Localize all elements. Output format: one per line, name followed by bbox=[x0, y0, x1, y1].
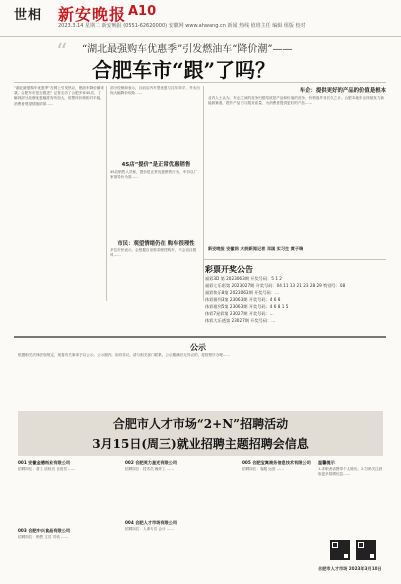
company-detail: 招聘岗位：人事专员 会计 …… bbox=[125, 527, 175, 531]
quote-mark-icon: “ bbox=[56, 40, 68, 65]
notice-heading: 温馨提示 bbox=[318, 460, 335, 465]
divider bbox=[203, 259, 386, 260]
announcement-title: 公示 bbox=[190, 343, 206, 352]
article-body-col1: “湖北最强购车优惠季”在网上引发热议，燃油车降价潮来袭。合肥车市是否跟进？记者走访了合肥多家4S店，了解到部分品牌优惠幅度有所加大，但整体价格相对平稳，消费者观望情绪浓厚…… bbox=[14, 86, 104, 106]
page-number: A10 bbox=[128, 4, 157, 19]
lottery-line: 体彩大乐透第 23027期 开奖号码：... bbox=[205, 318, 276, 323]
lottery-line: 福彩七乐彩第 2023027期 开奖号码：04 11 13 21 23 28 29 特别号：08 bbox=[205, 283, 346, 288]
company-heading: 001 安徽金德纸业有限公司 bbox=[18, 460, 71, 465]
company-heading: 004 合肥人才市场有限公司 bbox=[125, 520, 178, 525]
lottery-line: 福彩3D 第 2023063期 开奖号码：5 1 2 bbox=[205, 276, 282, 281]
company-heading: 002 合肥英力星光有限公司 bbox=[125, 460, 178, 465]
article-body-col2b: 4S店销售人员称，提价是正常优惠销售行为，车价以厂家指导价为准…… bbox=[110, 170, 198, 180]
company-heading: 003 合肥中兴食品有限公司 bbox=[18, 528, 71, 533]
qr-code-icon bbox=[356, 540, 376, 560]
lottery-line: 体彩7星彩第 23027期 开奖号码：... bbox=[205, 311, 274, 316]
article-subhead: 市民：观望情绪仍在 购车很理性 bbox=[117, 241, 195, 247]
article-byline: 新安晚报 安徽网 大皖新闻记者 邓国 实习生 黄子瑞 bbox=[208, 246, 304, 251]
article-kicker: “湖北最强购车优惠季”引发燃油车“降价潮”—— bbox=[82, 44, 293, 55]
divider bbox=[14, 336, 386, 338]
column-divider bbox=[106, 86, 107, 301]
announcement-body: 根据相关法律法规规定，现将有关事项予以公示。公示期内，如有异议，请与相关部门联系。公示期满后无异议的，将按程序办理…… bbox=[18, 353, 231, 357]
lottery-line: 体彩排列5第 23063期 开奖号码：4 6 8 1 5 bbox=[205, 304, 289, 309]
divider bbox=[14, 82, 386, 83]
lottery-line: 福彩快乐8第 2023063期 开奖号码：... bbox=[205, 290, 280, 295]
company-detail: 招聘岗位：客服 运营 …… bbox=[242, 467, 284, 471]
recruitment-banner bbox=[18, 411, 383, 456]
company-detail: 招聘岗位：销售 文员 司机 …… bbox=[18, 535, 69, 539]
article-subhead: 4S店“提价”是正常优惠销售 bbox=[121, 162, 191, 168]
newspaper-logo: 新安晚报 bbox=[58, 5, 127, 24]
article-body-col2: 部分经销商表示，目前店内车型优惠与往年持平，并未出现大幅降价现象…… bbox=[110, 86, 200, 96]
company-detail: 招聘岗位：技术员 操作工 …… bbox=[125, 467, 175, 471]
recruitment-title: 合肥市人才市场“2+N”招聘活动 bbox=[112, 417, 289, 431]
column-name: 世相 bbox=[14, 8, 43, 23]
recruitment-subtitle: 3月15日(周三)就业招聘主题招聘会信息 bbox=[92, 437, 309, 451]
article-body-col2c: 多位市民表示，会根据自身需求理性购车，不会盲目跟风…… bbox=[110, 248, 197, 258]
notice-body: 1.求职者请携带个人简历。2.扫码关注获取更多招聘信息…… bbox=[318, 467, 383, 477]
company-detail: 招聘岗位：普工 质检员 仓管员 …… bbox=[18, 467, 76, 471]
column-divider bbox=[203, 86, 204, 301]
recruitment-footer: 合肥市人才市场 2023年3月10日 bbox=[318, 566, 382, 571]
dateline: 2023.3.14 星期二 新安晚报 (0551-62620000) 安徽网 www.ahwang.cn 新闻 热线 值班主任 编辑 组版 校对 bbox=[58, 23, 306, 29]
article-headline: 合肥车市“跟”了吗？ bbox=[92, 58, 276, 82]
qr-code-icon bbox=[330, 540, 350, 560]
company-heading: 005 合肥宝寓商务信息技术有限公司 bbox=[242, 460, 311, 465]
article-body-col3: 业内人士认为，车企之间的竞争归根结底是产品和价值的竞争，价格战并非长久之计。合肥本地车企持续发力新能源赛道，提升产品力与服务质量，为消费者提供更好的产品…… bbox=[208, 96, 385, 106]
article-subhead: 车企：提供更好的产品的价值是根本 bbox=[299, 88, 386, 94]
lottery-line: 体彩排列3第 23063期 开奖号码：4 6 8 bbox=[205, 297, 281, 302]
lottery-title: 彩票开奖公告 bbox=[205, 265, 253, 274]
